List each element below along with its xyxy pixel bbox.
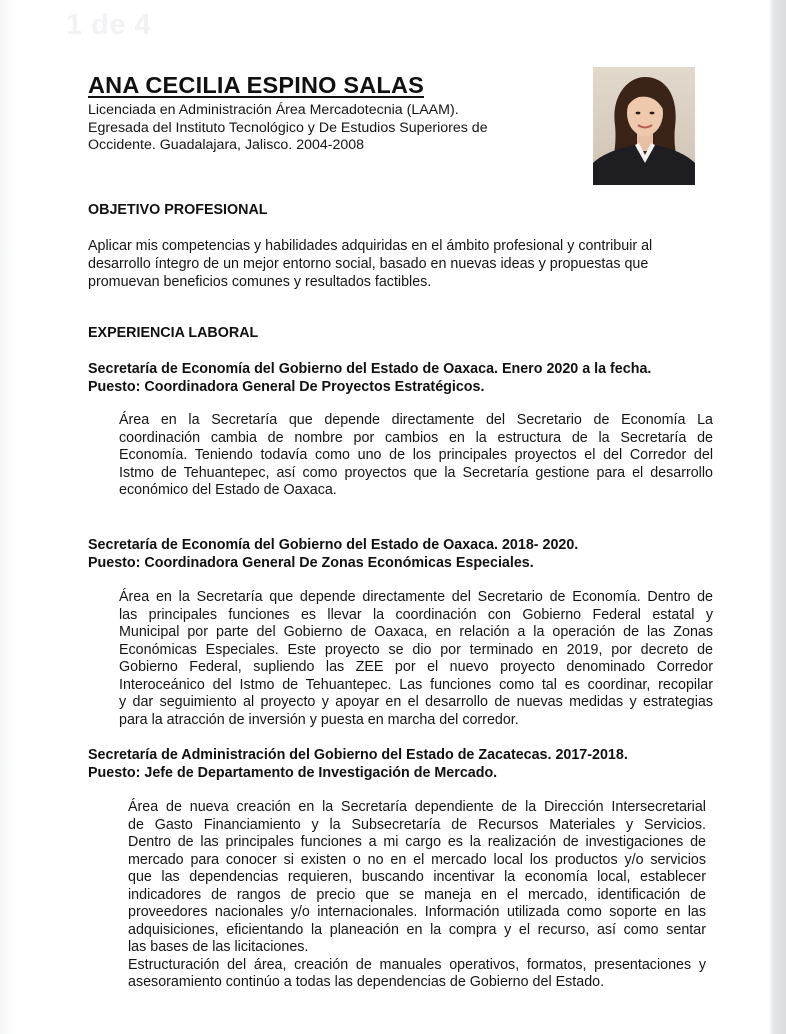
job-position: Puesto: Jefe de Departamento de Investigación de Mercado. xyxy=(88,765,498,781)
job-header xyxy=(88,746,628,782)
job-description-line: y dar seguimiento al proyecto y apoyar en el desarrollo de nuevas medidas y estrategias xyxy=(119,694,713,710)
job-description-line: Interoceánico del Istmo de Tehuantepec. Las funciones como tal es coordinar, recopilar xyxy=(119,676,713,693)
document-page xyxy=(14,0,770,1034)
job-description-line: Área de nueva creación en la Secretaría dependiente de la Dirección Intersecretarial xyxy=(128,799,706,815)
job-description xyxy=(119,412,713,500)
education-line: Egresada del Instituto Tecnológico y De Estudios Superiores de xyxy=(88,119,488,136)
job-description-line: adquisiciones, eficientando la planeación en la compra y el recurso, así como sentar xyxy=(128,921,706,938)
job-description-line: indicadores de rangos de precio que se maneja en el mercado, identificación de xyxy=(128,886,706,903)
job-description-line: las bases de las licitaciones. xyxy=(128,939,309,955)
job-title: Secretaría de Economía del Gobierno del Estado de Oaxaca. 2018- 2020. xyxy=(88,537,579,553)
job-description-line: proveedores nacionales y/o internacionales. Información utilizada como soporte en las xyxy=(128,904,706,920)
education-line: Occidente. Guadalajara, Jalisco. 2004-2008 xyxy=(88,137,365,153)
job-description-line: Área en la Secretaría que depende directamente del Secretario de Economía. Dentro de xyxy=(119,589,713,605)
job-description-line: asesoramiento continúo a todas las dependencias de Gobierno del Estado. xyxy=(128,974,605,990)
job-description-line: de Gasto Financiamiento y la Subsecretaría de Recursos Materiales y Servicios. xyxy=(128,816,706,833)
job-title: Secretaría de Economía del Gobierno del Estado de Oaxaca. Enero 2020 a la fecha. xyxy=(88,361,652,377)
job-description-line: Economía. Teniendo todavía como uno de los principales proyectos el del Corredor del xyxy=(119,447,713,463)
education-line: Licenciada en Administración Área Mercadotecnia (LAAM). xyxy=(88,102,459,118)
job-description-line: Dentro de las principales funciones a mi cargo es la realización de investigaciones de xyxy=(128,834,706,850)
job-description-line: Municipal por parte del Gobierno de Oaxaca, en relación a la operación de las Zonas xyxy=(119,624,713,640)
job-description-line: Istmo de Tehuantepec, así como proyectos que la Secretaría gestione para el desarrollo xyxy=(119,464,713,481)
job-description-line: para la atracción de inversión y puesta en marcha del corredor. xyxy=(119,711,519,728)
experience-heading: EXPERIENCIA LABORAL xyxy=(88,325,259,341)
objective-line: Aplicar mis competencias y habilidades adquiridas en el ámbito profesional y contribuir al xyxy=(88,238,653,254)
job-description xyxy=(128,799,706,992)
job-position: Puesto: Coordinadora General De Proyectos Estratégicos. xyxy=(88,379,485,395)
job-description-line: las principales funciones es llevar la coordinación con Gobierno Federal estatal y xyxy=(119,606,713,623)
education-summary xyxy=(88,102,558,155)
objective-text xyxy=(88,237,708,291)
job-description xyxy=(119,589,713,729)
job-title: Secretaría de Administración del Gobierno del Estado de Zacatecas. 2017-2018. xyxy=(88,747,628,763)
job-header xyxy=(88,360,651,396)
page-indicator: 1 de 4 xyxy=(66,9,152,41)
job-description-line: coordinación cambia de nombre por cambios en la estructura de la Secretaría de xyxy=(119,429,713,446)
job-header xyxy=(88,536,578,572)
job-description-line: Económicas Especiales. Este proyecto se dio por terminado en 2019, por decreto de xyxy=(119,641,713,658)
job-description-line: económico del Estado de Oaxaca. xyxy=(119,482,337,498)
job-description-line: mercado para conocer si existen o no en el mercado local los productos y/o servicios xyxy=(128,851,706,868)
objective-heading: OBJETIVO PROFESIONAL xyxy=(88,202,268,218)
objective-line: desarrollo íntegro de un mejor entorno social, basado en nuevas ideas y propuestas que xyxy=(88,256,649,272)
job-description-line: que las dependencias requieren, buscando incentivar la economía local, establecer xyxy=(128,869,706,885)
job-description-line: Estructuración del área, creación de manuales operativos, formatos, presentaciones y xyxy=(128,956,706,973)
job-description-line: Área en la Secretaría que depende directamente del Secretario de Economía La xyxy=(119,412,713,428)
objective-line: promuevan beneficios comunes y resultados factibles. xyxy=(88,274,432,290)
job-description-line: Gobierno Federal, supliendo las ZEE por el nuevo proyecto denominado Corredor xyxy=(119,659,713,675)
job-position: Puesto: Coordinadora General De Zonas Económicas Especiales. xyxy=(88,555,534,571)
profile-photo xyxy=(593,67,695,185)
candidate-name: ANA CECILIA ESPINO SALAS xyxy=(88,72,425,98)
